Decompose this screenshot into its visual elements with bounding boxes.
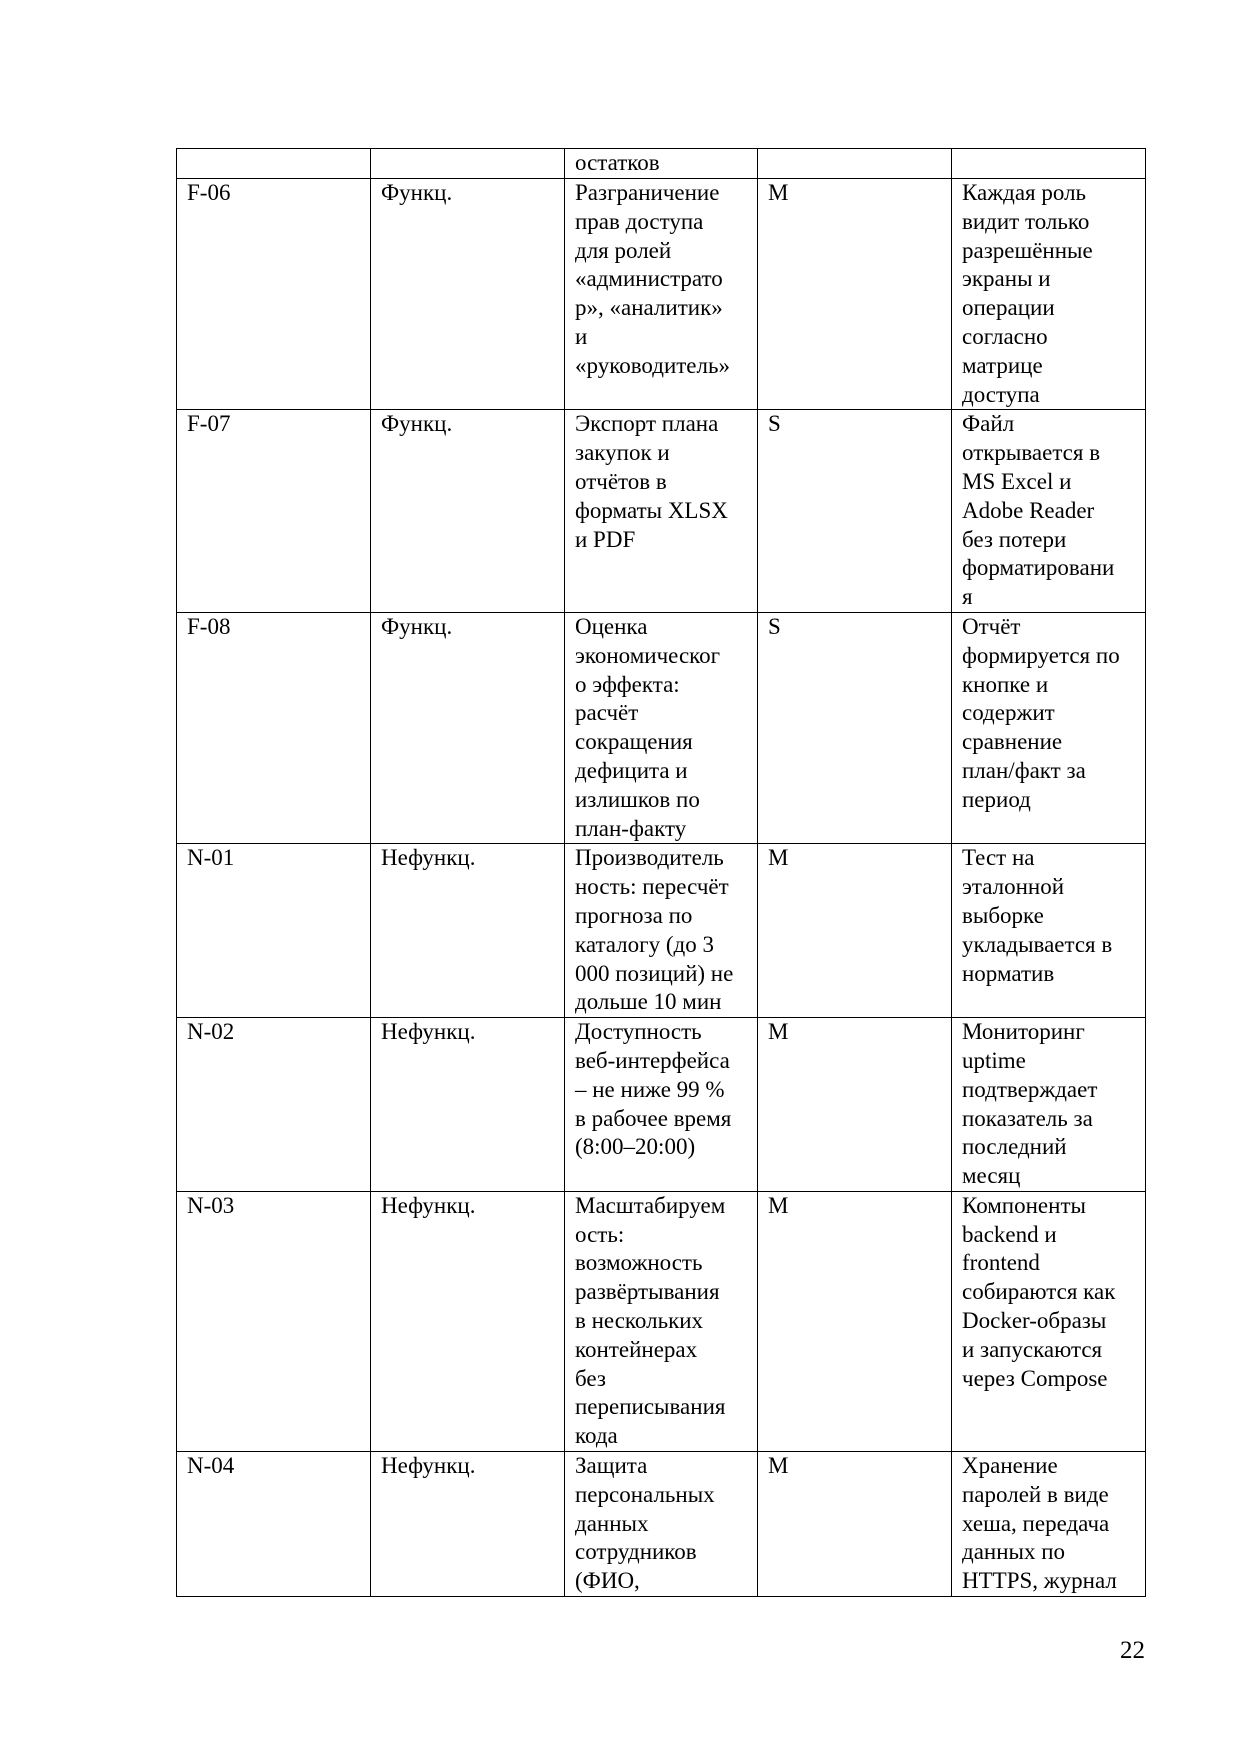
requirement-type-cell: Нефункц. [371, 1018, 565, 1192]
requirement-description-cell: Оценка экономическог о эффекта: расчёт сокращения дефицита и излишков по план-факту [565, 612, 758, 843]
requirement-description-cell: Защита персональных данных сотрудников (ФИО, [565, 1452, 758, 1597]
requirement-description-cell: Доступность веб-интерфейса – не ниже 99 % в рабочее время (8:00–20:00) [565, 1018, 758, 1192]
requirement-type-cell [371, 149, 565, 179]
table-row [177, 179, 1146, 410]
requirement-priority-cell: M [758, 844, 952, 1018]
acceptance-criterion-cell: Каждая роль видит только разрешённые экраны и операции согласно матрице доступа [952, 179, 1146, 410]
requirement-id-cell: F-06 [177, 179, 371, 410]
requirement-description-cell: Экспорт плана закупок и отчётов в форматы XLSX и PDF [565, 410, 758, 613]
requirement-id-cell: N-04 [177, 1452, 371, 1597]
requirement-priority-cell: S [758, 612, 952, 843]
table-row [177, 1018, 1146, 1192]
requirement-description-cell: остатков [565, 149, 758, 179]
requirement-id-cell: N-03 [177, 1191, 371, 1451]
requirement-description-cell: Разграничение прав доступа для ролей «администрато р», «аналитик» и «руководитель» [565, 179, 758, 410]
table-row [177, 1452, 1146, 1597]
acceptance-criterion-cell: Компоненты backend и frontend собираются как Docker-образы и запускаются через Compose [952, 1191, 1146, 1451]
table-row [177, 410, 1146, 613]
requirement-type-cell: Нефункц. [371, 844, 565, 1018]
requirement-priority-cell: S [758, 410, 952, 613]
acceptance-criterion-cell: Отчёт формируется по кнопке и содержит сравнение план/факт за период [952, 612, 1146, 843]
requirement-type-cell: Нефункц. [371, 1452, 565, 1597]
acceptance-criterion-cell: Тест на эталонной выборке укладывается в норматив [952, 844, 1146, 1018]
requirement-type-cell: Нефункц. [371, 1191, 565, 1451]
requirement-id-cell: N-01 [177, 844, 371, 1018]
requirement-id-cell [177, 149, 371, 179]
acceptance-criterion-cell: Мониторинг uptime подтверждает показатель за последний месяц [952, 1018, 1146, 1192]
requirement-priority-cell: M [758, 1452, 952, 1597]
requirement-id-cell: F-07 [177, 410, 371, 613]
requirement-description-cell: Производитель ность: пересчёт прогноза по каталогу (до 3 000 позиций) не дольше 10 мин [565, 844, 758, 1018]
requirement-priority-cell: M [758, 1018, 952, 1192]
requirement-priority-cell [758, 149, 952, 179]
acceptance-criterion-cell: Хранение паролей в виде хеша, передача данных по HTTPS, журнал [952, 1452, 1146, 1597]
requirements-table [176, 148, 1146, 1597]
table-row [177, 844, 1146, 1018]
table-row [177, 1191, 1146, 1451]
requirement-id-cell: N-02 [177, 1018, 371, 1192]
requirement-priority-cell: M [758, 1191, 952, 1451]
requirement-id-cell: F-08 [177, 612, 371, 843]
requirement-priority-cell: M [758, 179, 952, 410]
table-row [177, 149, 1146, 179]
requirement-type-cell: Функц. [371, 612, 565, 843]
acceptance-criterion-cell: Файл открывается в MS Excel и Adobe Reader без потери форматировани я [952, 410, 1146, 613]
requirement-description-cell: Масштабируем ость: возможность развёртывания в нескольких контейнерах без переписывания кода [565, 1191, 758, 1451]
table-row [177, 612, 1146, 843]
requirement-type-cell: Функц. [371, 179, 565, 410]
page-number: 22 [1120, 1637, 1145, 1664]
requirement-type-cell: Функц. [371, 410, 565, 613]
acceptance-criterion-cell [952, 149, 1146, 179]
